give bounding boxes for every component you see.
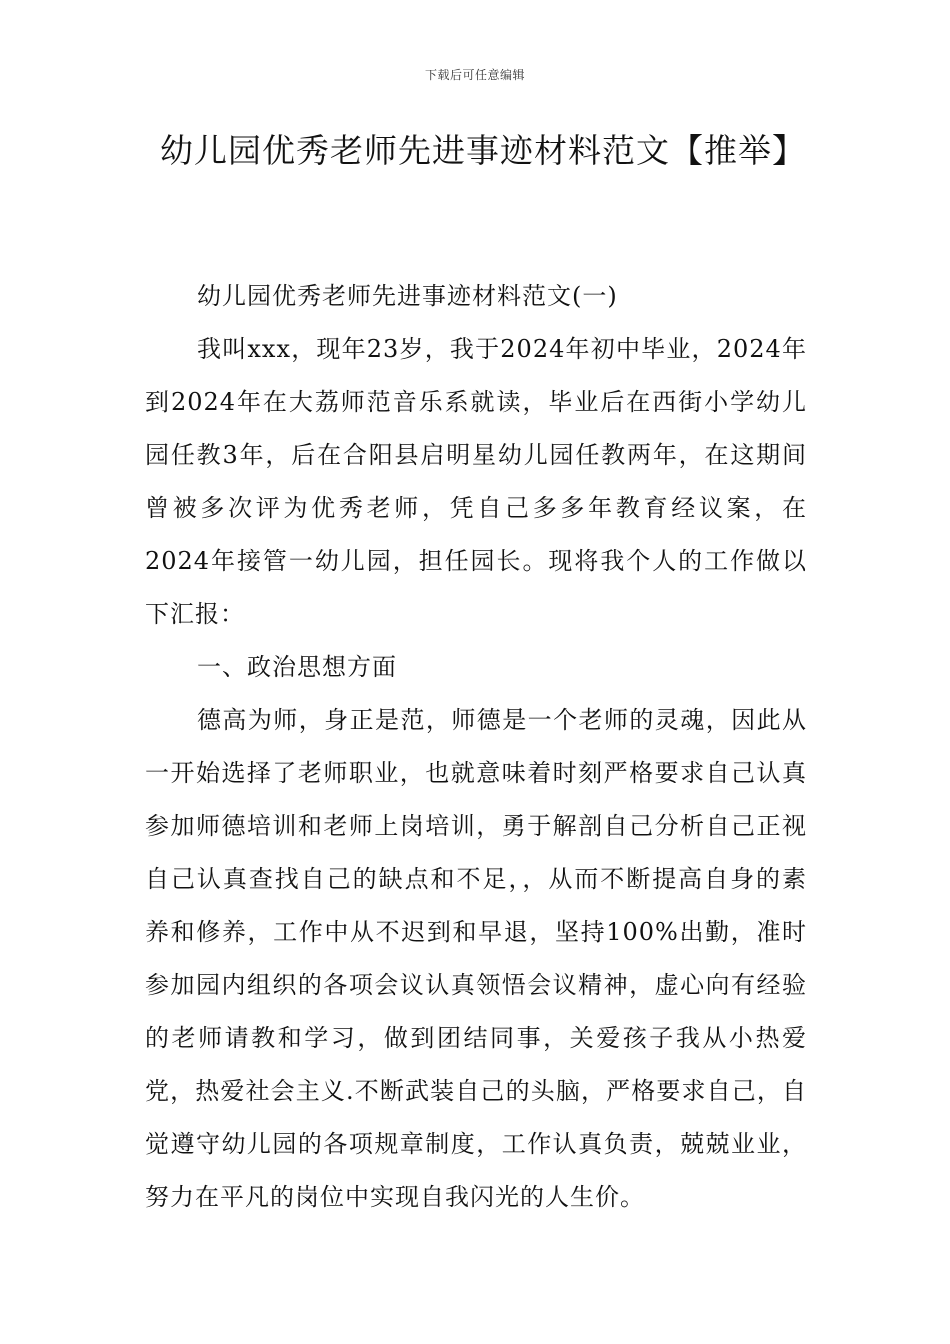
document-body: [145, 270, 807, 1224]
header-note: 下载后可任意编辑: [424, 68, 525, 82]
section-heading: 一、政治思想方面: [197, 653, 397, 681]
intro-paragraph: 我叫xxx，现年23岁，我于2024年初中毕业，2024年到2024年在大荔师范音乐系就读，毕业后在西街小学幼儿园任教3年，后在合阳县启明星幼儿园任教两年，在这期间曾被多次评为优秀老师，凭自己多多年教育经议案，在2024年接管一幼儿园，担任园长。现将我个人的工作做以下汇报：: [145, 335, 807, 628]
document-title: 幼儿园优秀老师先进事迹材料范文【推举】: [160, 131, 806, 170]
section-heading: 幼儿园优秀老师先进事迹材料范文(一): [197, 282, 618, 310]
body-paragraph: 德高为师，身正是范，师德是一个老师的灵魂，因此从一开始选择了老师职业，也就意味着时刻严格要求自己认真参加师德培训和老师上岗培训，勇于解剖自己分析自己正视自己认真查找自己的缺点和不足，，从而不断提高自身的素养和修养，工作中从不迟到和早退，坚持100%出勤，准时参加园内组织的各项会议认真领悟会议精神，虚心向有经验的老师请教和学习，做到团结同事，关爱孩子我从小热爱党，热爱社会主义.不断武装自己的头脑，严格要求自己，自觉遵守幼儿园的各项规章制度，工作认真负责，兢兢业业，努力在平凡的岗位中实现自我闪光的人生价。: [145, 706, 807, 1211]
